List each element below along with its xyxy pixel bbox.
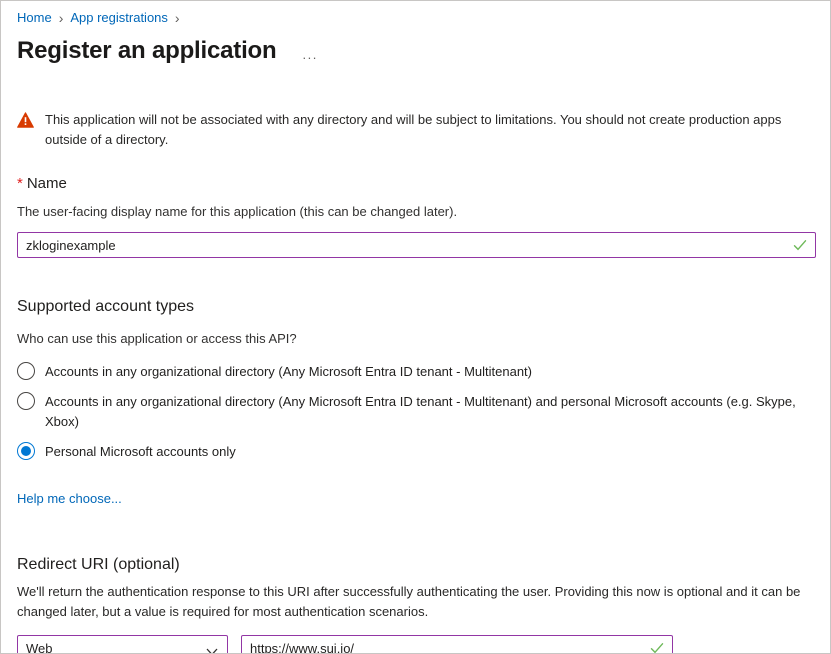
valid-checkmark-icon (792, 237, 808, 253)
name-label-text: Name (26, 175, 67, 192)
page-content (1, 1, 830, 654)
title-row (17, 36, 814, 66)
radio-option-label: Personal Microsoft accounts only (45, 444, 236, 459)
more-options-icon[interactable]: ... (302, 46, 318, 62)
breadcrumb-home-link[interactable]: Home (17, 10, 52, 25)
radio-button-icon[interactable] (17, 362, 35, 380)
warning-text: This application will not be associated with any directory and will be subject to limitations. You should not create production apps outside of a directory. (45, 112, 782, 147)
chevron-down-icon (206, 644, 218, 652)
name-field-label (17, 174, 814, 194)
name-input-wrap (17, 232, 816, 258)
radio-option-personal-only[interactable] (17, 442, 814, 462)
breadcrumb-separator-icon: › (174, 10, 180, 26)
breadcrumb-separator-icon: › (58, 10, 64, 26)
radio-option-multitenant[interactable] (17, 362, 814, 382)
help-me-choose-link[interactable]: Help me choose... (17, 491, 122, 506)
radio-button-icon[interactable] (17, 442, 35, 460)
platform-select[interactable] (17, 635, 228, 654)
platform-select-value: Web (26, 640, 53, 654)
redirect-uri-description: We'll return the authentication response to this URI after successfully authenticating the user. Providing this now is optional and it can be changed later, but a value is required for most authentication scenarios. (17, 584, 801, 619)
supported-account-types-heading: Supported account types (17, 298, 195, 315)
breadcrumb (17, 9, 814, 27)
radio-button-icon[interactable] (17, 392, 35, 410)
radio-option-label: Accounts in any organizational directory (Any Microsoft Entra ID tenant - Multitenant) and personal Microsoft accounts (e.g. Skype, Xbox) (45, 394, 796, 429)
valid-checkmark-icon (649, 640, 665, 654)
breadcrumb-app-registrations-link[interactable]: App registrations (70, 10, 168, 25)
radio-option-multitenant-personal[interactable] (17, 392, 814, 432)
redirect-uri-input[interactable] (241, 635, 673, 654)
account-types-question: Who can use this application or access this API? (17, 331, 297, 346)
warning-banner (17, 110, 814, 150)
page-title: Register an application (17, 37, 277, 64)
redirect-uri-row (17, 635, 814, 654)
account-type-radio-group (17, 362, 814, 462)
name-input[interactable] (17, 232, 816, 258)
redirect-uri-input-wrap (241, 635, 673, 654)
required-asterisk: * (17, 175, 23, 192)
warning-triangle-icon (17, 112, 34, 128)
radio-option-label: Accounts in any organizational directory (Any Microsoft Entra ID tenant - Multitenant) (45, 364, 532, 379)
name-field-description: The user-facing display name for this application (this can be changed later). (17, 204, 458, 219)
redirect-uri-heading: Redirect URI (optional) (17, 556, 180, 573)
